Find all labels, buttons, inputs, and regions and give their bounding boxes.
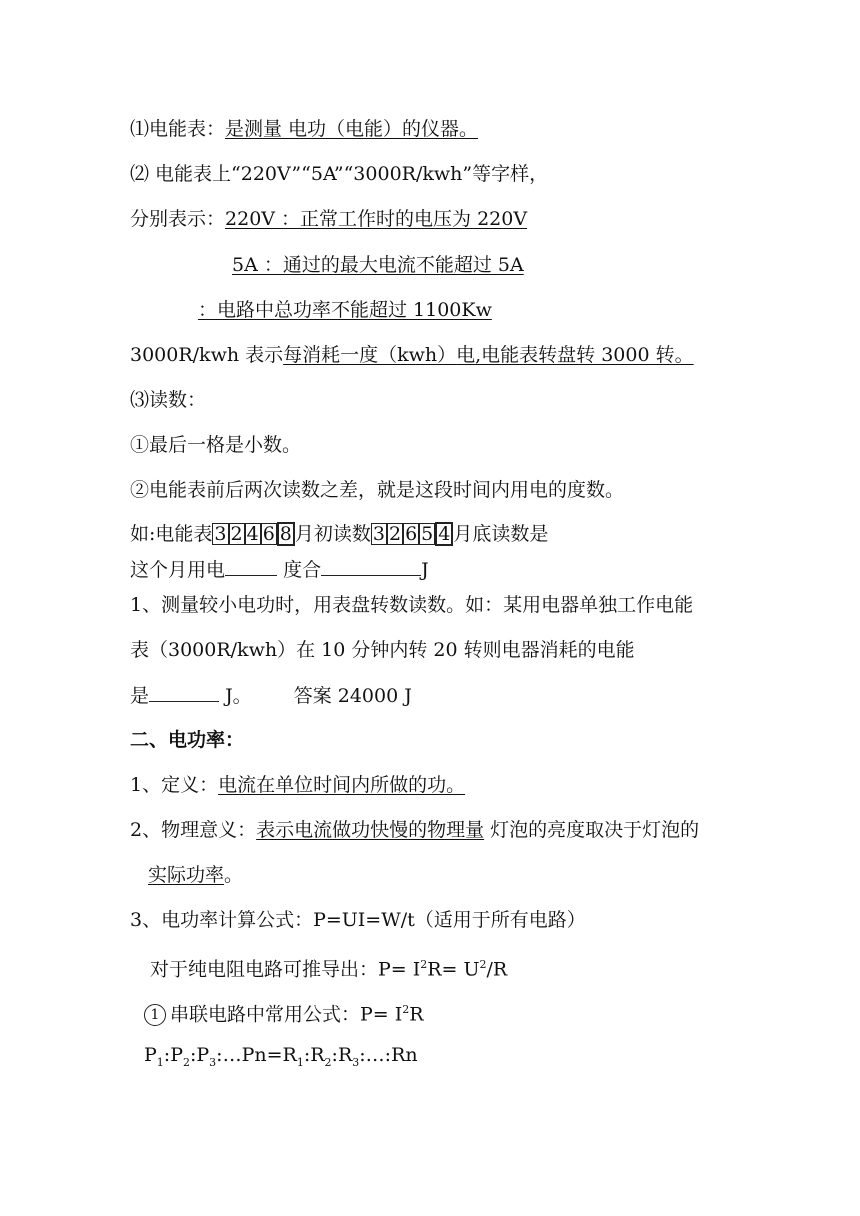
small-work-text-2: 表（3000R/kwh）在 10 分钟内转 20 转则电器消耗的电能 xyxy=(130,639,635,661)
digit-box: 5 xyxy=(421,523,434,545)
reading-rule-1 xyxy=(130,433,301,457)
meter-reading-end xyxy=(371,523,453,545)
revolutions-meaning-1: 每消耗一度（kwh） xyxy=(283,344,457,366)
formula-part: P xyxy=(144,1044,157,1066)
power-definition: 电流在单位时间内所做的功。 xyxy=(218,774,466,796)
superscript: 2 xyxy=(402,1003,410,1016)
answer-blank[interactable] xyxy=(149,683,219,702)
power-meaning: ：电路中总功率不能超过 1100Kw xyxy=(198,299,492,321)
reading-rule-2-text: ②电能表前后两次读数之差，就是这段时间内用电的度数。 xyxy=(130,479,625,501)
definition-text: 是测量 电功（电能）的仪器。 xyxy=(225,118,479,140)
series-ratio-line xyxy=(144,1043,418,1075)
formula-part: :…Pn=R xyxy=(216,1044,297,1066)
subscript: 2 xyxy=(324,1055,332,1069)
meter-definition-line xyxy=(130,117,478,141)
formula-part: 对于纯电阻电路可推导出：P= I xyxy=(150,958,421,981)
current-meaning: 5A ：通过的最大电流不能超过 5A xyxy=(232,254,524,276)
answer-blank[interactable] xyxy=(321,557,421,576)
digit-box: 3 xyxy=(214,523,227,545)
meaning-voltage-line xyxy=(130,207,527,231)
actual-power: 实际功率 xyxy=(148,864,225,886)
small-work-text-1: 1、测量较小电功时，用表盘转数读数。如：某用电器单独工作电能 xyxy=(130,594,694,616)
meter-reading-start xyxy=(212,523,294,545)
formula-part: :R xyxy=(303,1044,325,1066)
reading-heading xyxy=(130,388,206,412)
subscript: 3 xyxy=(209,1055,217,1069)
brightness-text: 灯泡的亮度取决于灯泡的 xyxy=(484,819,700,841)
subscript: 1 xyxy=(156,1055,164,1069)
small-work-answer-line xyxy=(130,683,412,708)
digit-box: 4 xyxy=(246,523,259,545)
meaning-revolutions-line xyxy=(130,343,694,367)
formula-part: :R xyxy=(331,1044,353,1066)
label: 3000R/kwh 表示 xyxy=(130,344,284,366)
label: 1、定义： xyxy=(130,774,219,796)
unit-label: J xyxy=(421,559,429,581)
small-work-line-2 xyxy=(130,638,635,662)
label: 分别表示： xyxy=(130,208,226,230)
digit-box: 3 xyxy=(372,523,385,545)
label: 月初读数 xyxy=(294,523,371,545)
markings-text: ⑵ 电能表上“220V”“5A”“3000R/kwh”等字样， xyxy=(130,163,549,185)
label: ⑴电能表： xyxy=(130,118,226,140)
label: 度合 xyxy=(283,559,322,581)
formula-part: 串联电路中常用公式：P= I xyxy=(170,1003,403,1026)
section-heading-power xyxy=(130,728,244,752)
label: 是 xyxy=(130,685,150,707)
label: 如:电能表 xyxy=(130,523,213,545)
label: 这个月用电 xyxy=(130,559,226,581)
reading-rule-1-text: ①最后一格是小数。 xyxy=(130,434,302,456)
reading-question-line xyxy=(130,557,429,582)
section-heading-text: 二、电功率： xyxy=(130,729,245,751)
unit-label: J。 xyxy=(225,685,252,707)
formula-part: :…:Rn xyxy=(359,1044,418,1066)
digit-box: 2 xyxy=(230,523,243,545)
reading-rule-2 xyxy=(130,478,624,502)
formula-part: R xyxy=(409,1003,424,1026)
meaning-current-line xyxy=(232,253,524,277)
digit-box: 2 xyxy=(388,523,402,545)
decimal-digit-box: 4 xyxy=(435,522,453,546)
label: 月底读数是 xyxy=(453,523,549,545)
physical-meaning-line xyxy=(130,818,699,842)
series-formula-line xyxy=(144,998,424,1026)
subscript: 3 xyxy=(352,1055,360,1069)
resistive-formula-line xyxy=(150,953,507,981)
actual-power-line xyxy=(148,863,243,887)
formula-part: :P xyxy=(163,1044,183,1066)
formula-part: /R xyxy=(486,958,508,981)
reading-heading-text: ⑶读数： xyxy=(130,389,207,411)
power-definition-line xyxy=(130,773,465,797)
reading-example-line xyxy=(130,522,548,546)
label: 2、物理意义： xyxy=(130,819,257,841)
digit-box: 6 xyxy=(262,523,275,545)
power-formula-text: 3、电功率计算公式：P=UI=W/t（适用于所有电路） xyxy=(130,909,586,931)
decimal-digit-box: 8 xyxy=(277,522,295,546)
formula-part: :P xyxy=(189,1044,210,1066)
superscript: 2 xyxy=(420,958,428,971)
subscript: 1 xyxy=(296,1055,304,1069)
meter-markings-line xyxy=(130,162,548,186)
superscript: 2 xyxy=(479,958,487,971)
digit-box: 6 xyxy=(405,523,418,545)
formula-part: R= U xyxy=(427,958,480,981)
subscript: 2 xyxy=(182,1055,190,1069)
answer-text: 答案 24000 J xyxy=(293,685,412,707)
voltage-meaning: 220V ：正常工作时的电压为 220V xyxy=(225,208,528,230)
answer-blank[interactable] xyxy=(225,557,277,576)
small-work-line-1 xyxy=(130,593,693,617)
revolutions-meaning-2: 电,电能表转盘转 3000 转。 xyxy=(456,344,694,366)
physical-meaning: 表示电流做功快慢的物理量 xyxy=(256,819,485,841)
meaning-power-line xyxy=(198,298,492,322)
punctuation: 。 xyxy=(224,864,244,886)
power-formula-line xyxy=(130,908,586,932)
circled-number: 1 xyxy=(144,1004,166,1026)
